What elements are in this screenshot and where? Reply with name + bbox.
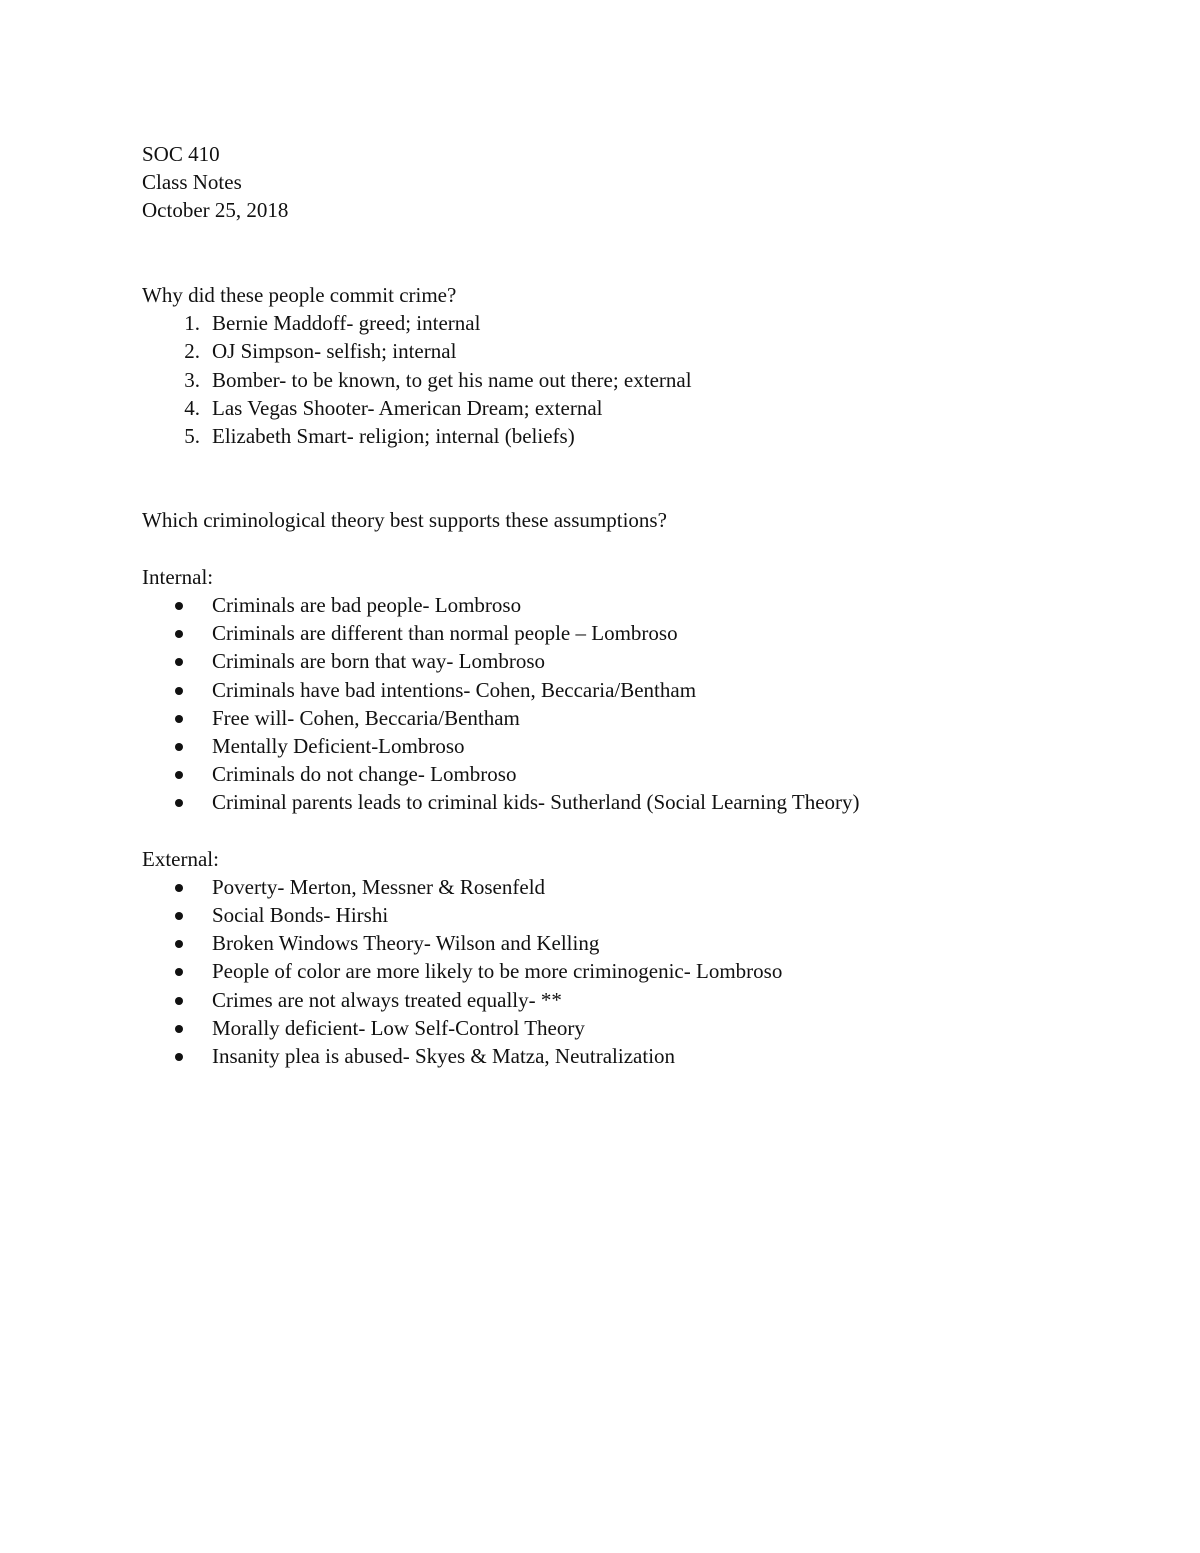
list-item-text: Broken Windows Theory- Wilson and Kelling xyxy=(212,931,600,956)
list-number: 1. xyxy=(184,311,200,336)
list-item xyxy=(142,957,1102,985)
bullet-icon xyxy=(175,602,183,610)
list-number: 3. xyxy=(184,367,200,392)
list-item xyxy=(142,788,1102,816)
bullet-icon xyxy=(175,912,183,920)
bullet-icon xyxy=(175,687,183,695)
bullet-icon xyxy=(175,799,183,807)
list-item xyxy=(142,704,1102,732)
list-item xyxy=(142,901,1102,929)
list-item xyxy=(142,986,1102,1014)
list-item-text: Social Bonds- Hirshi xyxy=(212,903,389,928)
list-item-text: Crimes are not always treated equally- ** xyxy=(212,987,562,1012)
bullet-icon xyxy=(175,743,183,751)
document-body xyxy=(142,140,1102,1070)
internal-heading: Internal: xyxy=(142,564,214,589)
doc-date: October 25, 2018 xyxy=(142,198,289,223)
list-item xyxy=(142,309,1102,337)
list-item-text: People of color are more likely to be more criminogenic- Lombroso xyxy=(212,959,783,984)
list-item-text: Criminals are born that way- Lombroso xyxy=(212,649,546,674)
list-item-text: Poverty- Merton, Messner & Rosenfeld xyxy=(212,874,546,899)
list-item-text: Mentally Deficient-Lombroso xyxy=(212,733,465,758)
bullet-icon xyxy=(175,771,183,779)
crime-reasons-list xyxy=(142,309,1102,450)
list-item xyxy=(142,1042,1102,1070)
doc-type: Class Notes xyxy=(142,170,242,195)
list-item xyxy=(142,619,1102,647)
list-item xyxy=(142,591,1102,619)
spacer xyxy=(142,535,1102,563)
list-item-text: Criminals are different than normal people – Lombroso xyxy=(212,621,678,646)
list-item-text: Insanity plea is abused- Skyes & Matza, Neutralization xyxy=(212,1044,676,1069)
list-item xyxy=(142,366,1102,394)
external-heading: External: xyxy=(142,846,219,871)
list-item-text: Bernie Maddoff- greed; internal xyxy=(212,311,481,336)
list-item-text: Criminals do not change- Lombroso xyxy=(212,762,517,787)
list-item xyxy=(142,760,1102,788)
spacer xyxy=(142,817,1102,845)
bullet-icon xyxy=(175,658,183,666)
list-item-text: Elizabeth Smart- religion; internal (beliefs) xyxy=(212,423,575,448)
bullet-icon xyxy=(175,940,183,948)
list-number: 2. xyxy=(184,339,200,364)
bullet-icon xyxy=(175,630,183,638)
list-item xyxy=(142,732,1102,760)
bullet-icon xyxy=(175,1025,183,1033)
list-item xyxy=(142,394,1102,422)
list-item-text: Criminal parents leads to criminal kids- Sutherland (Social Learning Theory) xyxy=(212,790,860,815)
list-item-text: Morally deficient- Low Self-Control Theory xyxy=(212,1015,585,1040)
list-item xyxy=(142,422,1102,450)
list-item xyxy=(142,337,1102,365)
question-1: Why did these people commit crime? xyxy=(142,282,457,307)
list-item xyxy=(142,873,1102,901)
list-item-text: Las Vegas Shooter- American Dream; external xyxy=(212,395,603,420)
bullet-icon xyxy=(175,997,183,1005)
bullet-icon xyxy=(175,968,183,976)
list-item-text: Criminals have bad intentions- Cohen, Beccaria/Bentham xyxy=(212,677,697,702)
bullet-icon xyxy=(175,1053,183,1061)
list-item xyxy=(142,676,1102,704)
list-number: 4. xyxy=(184,395,200,420)
question-2: Which criminological theory best supports these assumptions? xyxy=(142,508,667,533)
bullet-icon xyxy=(175,715,183,723)
list-item xyxy=(142,1014,1102,1042)
list-number: 5. xyxy=(184,423,200,448)
spacer xyxy=(142,225,1102,281)
list-item xyxy=(142,929,1102,957)
external-list xyxy=(142,873,1102,1070)
bullet-icon xyxy=(175,884,183,892)
course-code: SOC 410 xyxy=(142,142,220,166)
list-item-text: Criminals are bad people- Lombroso xyxy=(212,593,522,618)
list-item-text: Free will- Cohen, Beccaria/Bentham xyxy=(212,705,520,730)
list-item-text: OJ Simpson- selfish; internal xyxy=(212,339,457,364)
internal-list xyxy=(142,591,1102,817)
spacer xyxy=(142,450,1102,506)
list-item xyxy=(142,647,1102,675)
list-item-text: Bomber- to be known, to get his name out there; external xyxy=(212,367,692,392)
